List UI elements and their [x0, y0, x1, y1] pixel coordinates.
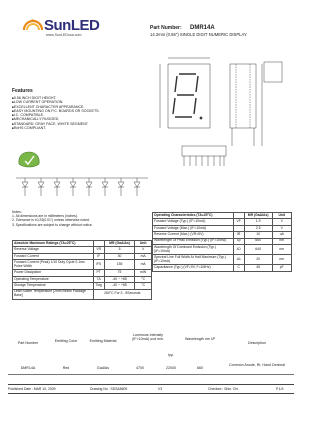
order-header-material: Emitting Material: [89, 339, 117, 343]
amr-value: 260°C For 3 - 5Seconds: [93, 289, 151, 299]
oc-value: 640: [244, 244, 272, 254]
amr-symbol: iFS: [93, 260, 104, 270]
amr-param: Power Dissipation: [13, 270, 94, 276]
oc-header-param: Operating Characteristics (TA=25°C): [153, 213, 234, 219]
amr-param: Lead Solder Temperature [2mm Below Package Base]: [13, 289, 94, 299]
footer-page: P.1/4: [276, 386, 284, 391]
order-header-wavelength: Wavelength nm λP: [184, 337, 216, 341]
notes-title: Notes:: [12, 210, 22, 214]
amr-unit: mW: [135, 270, 152, 276]
mechanical-drawing: [146, 42, 294, 182]
feature-item: ■ 0.56 INCH DIGIT HEIGHT.: [12, 96, 142, 100]
part-description: 14.2mm (0.56") SINGLE DIGIT NUMERIC DISPLAY: [150, 32, 247, 37]
feature-item: ■ MECHANICALLY RUGGED.: [12, 117, 142, 121]
feature-item: ■ RoHS COMPLIANT.: [12, 126, 142, 130]
amr-symbol: TA: [93, 276, 104, 282]
feature-item: ■ EXCELLENT CHARACTER APPEARANCE.: [12, 105, 142, 109]
logo-url[interactable]: www.SunLEDusa.com: [46, 33, 82, 37]
table-row: [153, 244, 292, 254]
oc-unit: pF: [272, 265, 291, 271]
oc-param: Reverse Current (Max.) (VR=5V): [153, 232, 234, 238]
amr-param: Storage Temperature: [13, 283, 94, 289]
table-row: [13, 260, 152, 270]
operating-characteristics-table: [152, 212, 292, 272]
order-typ: 22000: [166, 366, 176, 370]
amr-unit: °C: [135, 283, 152, 289]
oc-value: 10: [244, 232, 272, 238]
order-min: 4700: [136, 366, 144, 370]
order-color: Red: [62, 366, 70, 370]
amr-value: -40 ~ +85: [104, 283, 135, 289]
sunled-logo-icon: [22, 18, 44, 34]
oc-param: Forward Voltage (Typ.) (IF=10mA): [153, 219, 234, 225]
amr-value: 75: [104, 270, 135, 276]
oc-unit: V: [272, 225, 291, 231]
oc-unit: uA: [272, 232, 291, 238]
table-row: [153, 265, 292, 271]
feature-item: ■ I.C. COMPATIBLE.: [12, 113, 142, 117]
footer: [8, 384, 294, 394]
order-wavelength: 660: [197, 366, 203, 370]
amr-unit: mA: [135, 260, 152, 270]
features-list: [12, 96, 142, 130]
oc-unit: nm: [272, 244, 291, 254]
footer-checked: Checked : Shin. Chi.: [208, 386, 239, 391]
part-number-label: Part Number:: [150, 25, 182, 31]
part-number: DMR14A: [190, 25, 215, 31]
table-row: [153, 255, 292, 265]
amr-header-param: Absolute Maximum Ratings (TA=25°C): [13, 241, 94, 247]
oc-unit: nm: [272, 255, 291, 265]
order-material: GaAlAs: [96, 366, 110, 370]
oc-value: 20: [244, 255, 272, 265]
order-header-typ: typ.: [168, 353, 174, 357]
feature-item: ■ EASY MOUNTING ON P.C. BOARDS OR SOCKETS.: [12, 109, 142, 113]
oc-param: Forward Voltage (Max.) (IF=10mA): [153, 225, 234, 231]
oc-param: Spectral Line Full Width At Half Maximum (Typ.) (IF=10mA): [153, 255, 234, 265]
table-row: [13, 289, 152, 299]
oc-param: Wavelength Of Peak Emission (Typ.) (IF=10mA): [153, 238, 234, 244]
oc-header-material: MR (GaAlAs): [244, 213, 272, 219]
divider: [8, 374, 294, 375]
footer-drawing: Drawing No : SDSA5609: [90, 386, 128, 391]
feature-item: ■ LOW CURRENT OPERATION.: [12, 100, 142, 104]
logo-name: SunLED: [44, 17, 100, 34]
order-header-part: Part Number: [17, 341, 39, 345]
note-item: 1. All dimensions are in millimeters (inches).: [12, 214, 78, 219]
order-header-intensity: Luminous Intensity (IF=10mA) ucd min.: [132, 333, 164, 342]
circuit-schematic: [12, 172, 152, 204]
oc-value: 660: [244, 238, 272, 244]
oc-symbol: VF: [233, 219, 244, 225]
rohs-badge-icon: [16, 150, 42, 170]
note-item: 2. Tolerance is ±0.25(0.01") unless otherwise noted.: [12, 218, 90, 223]
amr-header-unit: Unit: [135, 241, 152, 247]
amr-param: Forward Current (Peak) 1/10 Duty Cycle 0.1ms Pulse Width: [13, 260, 94, 270]
amr-value: 30: [104, 253, 135, 259]
amr-header-material: MR (GaAlAs): [104, 241, 135, 247]
oc-symbol: λD: [233, 244, 244, 254]
amr-param: Reverse Voltage: [13, 247, 94, 253]
amr-symbol: PT: [93, 270, 104, 276]
order-header-color: Emitting Color: [54, 339, 78, 343]
amr-symbol: VR: [93, 247, 104, 253]
oc-param: Wavelength Of Dominant Emission (Typ.) (IF=10mA): [153, 244, 234, 254]
amr-unit: mA: [135, 253, 152, 259]
amr-unit: V: [135, 247, 152, 253]
order-description: Common Anode, Rt. Hand Decimal: [229, 363, 285, 367]
amr-symbol: IF: [93, 253, 104, 259]
oc-symbol: C: [233, 265, 244, 271]
oc-symbol: λp: [233, 238, 244, 244]
amr-param: Operating Temperature: [13, 276, 94, 282]
footer-version: V3: [158, 386, 163, 391]
notes: [12, 210, 152, 227]
features-title: Features: [12, 88, 33, 94]
note-item: 3. Specifications are subject to change without notice.: [12, 222, 93, 227]
amr-value: 155: [104, 260, 135, 270]
amr-unit: °C: [135, 276, 152, 282]
absolute-max-ratings-table: [12, 240, 152, 300]
amr-symbol: Tstg: [93, 283, 104, 289]
oc-symbol: IR: [233, 232, 244, 238]
oc-unit: nm: [272, 238, 291, 244]
footer-published: Published Date : MAR 10, 2009: [8, 386, 56, 391]
oc-value: 45: [244, 265, 272, 271]
oc-param: Capacitance (Typ.) (VF=0V, F=1MHz): [153, 265, 234, 271]
order-header-description: Description: [248, 341, 266, 345]
oc-unit: V: [272, 219, 291, 225]
amr-value: -40 ~ +85: [104, 276, 135, 282]
oc-symbol: Δλ: [233, 255, 244, 265]
feature-item: ■ STANDARD: GRAY FACE, WHITE SEGMENT.: [12, 122, 142, 126]
oc-value: 1.9: [244, 219, 272, 225]
amr-param: Forward Current: [13, 253, 94, 259]
oc-header-unit: Unit: [272, 213, 291, 219]
amr-value: 5: [104, 247, 135, 253]
order-part: DMR14A: [20, 366, 36, 370]
oc-value: 2.5: [244, 225, 272, 231]
